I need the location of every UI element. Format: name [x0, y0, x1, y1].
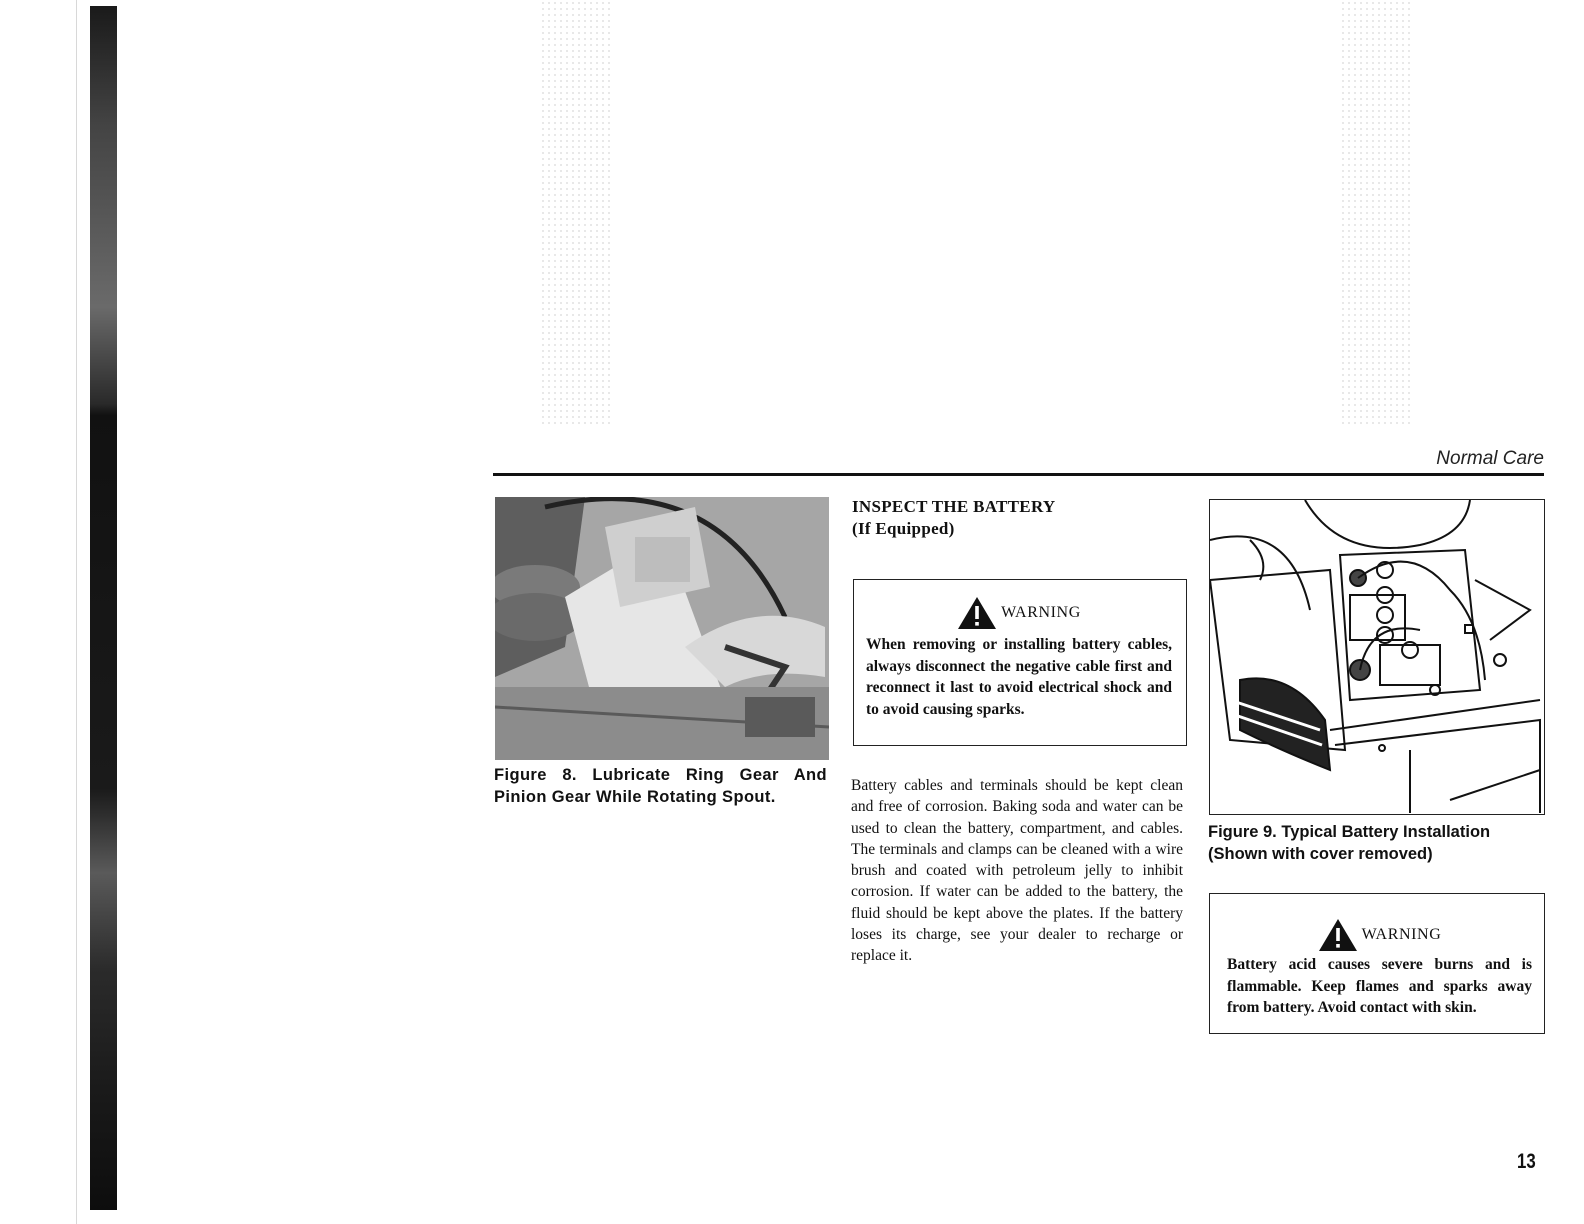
section-heading [852, 496, 1056, 540]
page-number: 13 [1517, 1150, 1536, 1173]
warning-box-cables [853, 579, 1187, 746]
battery-body-text: Battery cables and terminals should be kept clean and free of corrosion. Baking soda and water can be used to clean the battery, compartment, and cables. The terminals and clamps can be cleaned with a wire brush and coated with petroleum jelly to inhibit corrosion. If water can be added to the battery, the fluid should be kept above the plates. If the battery loses its charge, see your dealer to recharge or replace it. [851, 777, 1183, 965]
scan-binding-edge [90, 6, 117, 1210]
scan-speckle-left [540, 0, 610, 425]
battery-installation-drawing [1209, 499, 1545, 815]
warning-title [866, 596, 1172, 630]
section-header: Normal Care [1436, 448, 1544, 469]
ring-gear-lubrication-photo [495, 497, 829, 760]
figure8-caption: Figure 8. Lubricate Ring Gear And Pinion Gear While Rotating Spout. [494, 766, 827, 806]
section-title: INSPECT THE BATTERY [852, 497, 1056, 516]
warning-title-text: WARNING [1361, 926, 1442, 943]
warning-text: Battery acid causes severe burns and is flammable. Keep flames and sparks away from battery. Avoid contact with skin. [1227, 956, 1532, 1016]
scan-speckle-right [1340, 0, 1410, 425]
warning-triangle-icon [957, 596, 997, 630]
warning-triangle-icon [1318, 918, 1358, 952]
binding-line [76, 0, 77, 1224]
warning-text: When removing or installing battery cables, always disconnect the negative cable first and reconnect it last to avoid electrical shock and to avoid causing sparks. [866, 636, 1172, 718]
warning-title-text: WARNING [1001, 604, 1081, 621]
figure9-caption-line1: Figure 9. Typical Battery Installation [1208, 823, 1491, 841]
header-rule [493, 473, 1544, 476]
figure9-caption [1208, 821, 1544, 865]
section-subtitle: (If Equipped) [852, 519, 955, 538]
figure9-caption-line2: (Shown with cover removed) [1208, 845, 1433, 863]
warning-box-acid [1209, 893, 1545, 1034]
warning-title [1227, 918, 1532, 952]
